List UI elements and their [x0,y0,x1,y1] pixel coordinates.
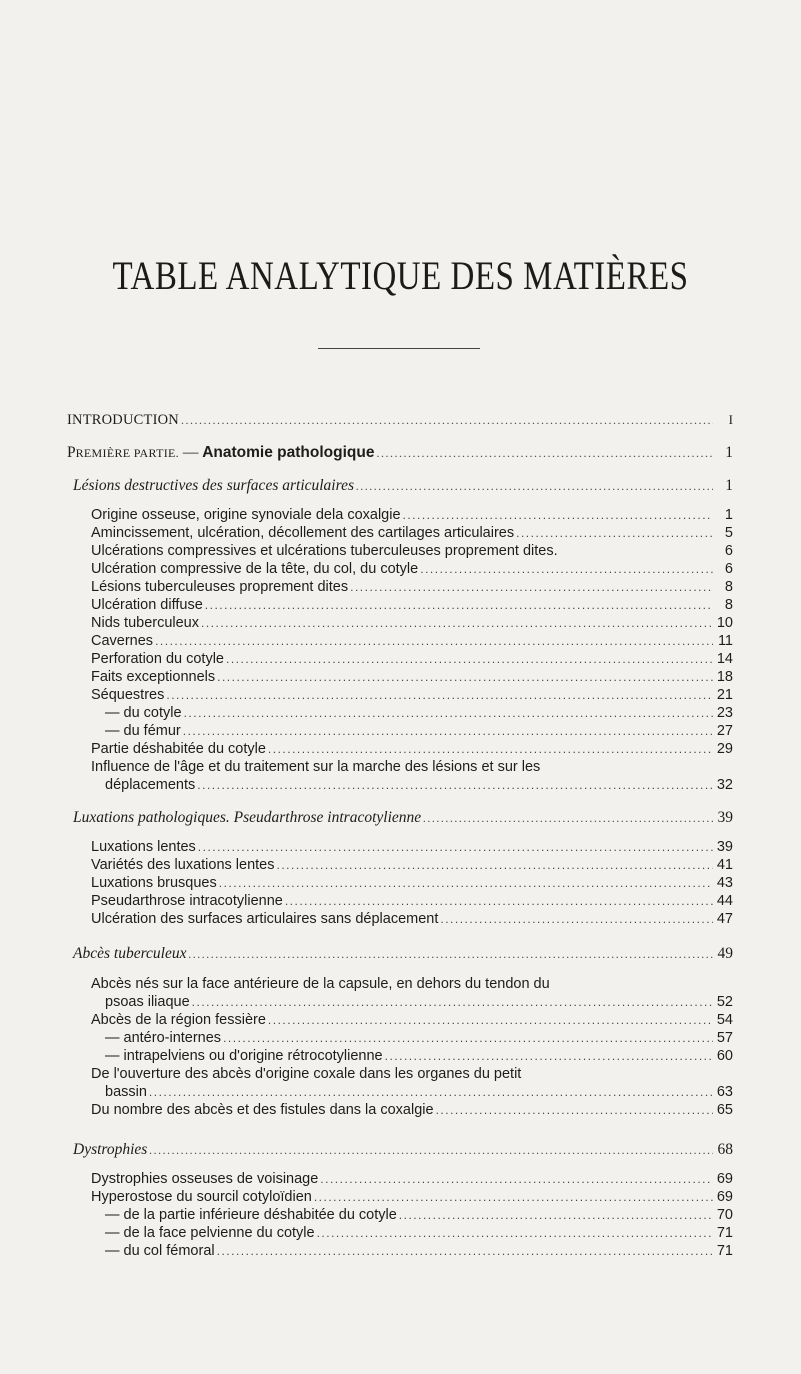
leader-dots [350,578,713,596]
toc-entry[interactable] [91,542,733,560]
toc-page: 27 [716,723,733,739]
toc-entry[interactable] [105,776,733,794]
toc-entry[interactable] [105,1047,733,1065]
toc-label: Variétés des luxations lentes [91,857,275,873]
toc-label: Du nombre des abcès et des fistules dans la coxalgie [91,1102,434,1118]
toc-label: Lésions tuberculeuses proprement dites [91,579,349,595]
leader-dots [277,856,713,874]
toc-page: 29 [716,741,733,757]
title-rule [318,348,480,349]
toc-page: 43 [716,875,733,891]
toc-label: — du col fémoral [105,1243,215,1259]
toc-page: 1 [724,507,733,523]
toc-label: Ulcérations compressives et ulcérations tuberculeuses proprement dites. [91,543,558,559]
leader-dots [268,740,713,758]
leader-dots [320,1170,713,1188]
toc-label: — du cotyle [105,705,182,721]
leader-dots [226,650,713,668]
toc-label: Lésions destructives des surfaces articulaires [73,477,354,494]
leader-dots [285,892,713,910]
toc-page: 21 [716,687,733,703]
toc-label [67,444,374,462]
toc-label: Pseudarthrose intracotylienne [91,893,283,909]
toc-page: 54 [716,1012,733,1028]
leader-dots [516,524,713,542]
toc-label: Abcès de la région fessière [91,1012,266,1028]
toc-page: 5 [724,525,733,541]
leader-dots [436,1101,713,1119]
toc-page: 65 [716,1102,733,1118]
toc-section-luxations[interactable] [73,809,733,827]
toc-entry[interactable] [91,524,733,542]
toc-page: 68 [717,1141,733,1158]
toc-label: Luxations lentes [91,839,196,855]
leader-dots [403,506,713,524]
toc-entry[interactable] [91,1011,733,1029]
toc-entry[interactable] [91,1101,733,1119]
toc-page: 71 [716,1225,733,1241]
toc-page: 57 [716,1030,733,1046]
toc-entry-continued[interactable]: Abcès nés sur la face antérieure de la capsule, en dehors du tendon du [91,976,550,992]
leader-dots [217,1242,713,1260]
toc-label: Dystrophies osseuses de voisinage [91,1171,319,1187]
leader-dots [183,722,713,740]
leader-dots [155,632,713,650]
toc-label: — de la face pelvienne du cotyle [105,1225,315,1241]
toc-entry[interactable] [91,668,733,686]
leader-dots [166,686,713,704]
toc-page: 44 [716,893,733,909]
toc-entry[interactable] [105,1206,733,1224]
leader-dots [188,945,713,963]
leader-dots [423,809,713,827]
toc-page: 18 [716,669,733,685]
toc-label: Nids tuberculeux [91,615,199,631]
leader-dots [356,477,713,495]
page-title: TABLE ANALYTIQUE DES MATIÈRES [112,255,689,299]
leader-dots [149,1083,713,1101]
toc-page: 11 [717,633,733,649]
toc-page: 23 [716,705,733,721]
toc-page: 49 [717,945,733,962]
toc-page: 69 [716,1189,733,1205]
leader-dots [149,1141,713,1159]
leader-dots [201,614,713,632]
toc-page: 14 [716,651,733,667]
toc-page: 1 [725,477,733,494]
toc-label: Faits exceptionnels [91,669,216,685]
toc-section-lesions[interactable] [73,477,733,495]
leader-dots [440,910,713,928]
toc-label: Cavernes [91,633,154,649]
leader-dots [219,874,713,892]
leader-dots [205,596,713,614]
toc-page: 60 [716,1048,733,1064]
toc-entry[interactable] [91,596,733,614]
toc-label: Abcès tuberculeux [73,945,187,962]
toc-label: Origine osseuse, origine synoviale dela coxalgie [91,507,401,523]
leader-dots [181,411,713,429]
toc-page: 10 [716,615,733,631]
toc-label: Luxations pathologiques. Pseudarthrose intracotylienne [73,809,422,826]
toc-entry[interactable] [91,614,733,632]
toc-label: — intrapelviens ou d'origine rétrocotylienne [105,1048,383,1064]
toc-label: Ulcération compressive de la tête, du col, du cotyle [91,561,419,577]
toc-entry[interactable] [91,632,733,650]
leader-dots [223,1029,713,1047]
toc-label: Ulcération des surfaces articulaires sans déplacement [91,911,439,927]
toc-label: Ulcération diffuse [91,597,203,613]
toc-page: 32 [716,777,733,793]
toc-entry[interactable] [91,560,733,578]
toc-entry[interactable] [91,686,733,704]
toc-page: 8 [724,579,733,595]
leader-dots [192,993,713,1011]
toc-entry[interactable] [91,874,733,892]
toc-page: 63 [716,1084,733,1100]
leader-dots [268,1011,713,1029]
toc-label: Partie déshabitée du cotyle [91,741,266,757]
toc-entry[interactable] [105,1083,733,1101]
toc-entry-continued[interactable]: Influence de l'âge et du traitement sur la marche des lésions et sur les [91,759,541,775]
toc-page: 69 [716,1171,733,1187]
toc-page: I [728,412,733,427]
toc-page: 41 [716,857,733,873]
toc-entry[interactable] [91,1170,733,1188]
toc-page: 71 [716,1243,733,1259]
toc-introduction[interactable] [67,411,733,429]
toc-label: — antéro-internes [105,1030,222,1046]
toc-label: psoas iliaque [105,994,190,1010]
leader-dots [399,1206,713,1224]
toc-section-dystrophies[interactable] [73,1141,733,1159]
leader-dots [420,560,713,578]
toc-entry-continued[interactable]: De l'ouverture des abcès d'origine coxale dans les organes du petit [91,1066,522,1082]
toc-entry[interactable] [91,650,733,668]
toc-entry[interactable] [105,722,733,740]
toc-page: 6 [724,561,733,577]
toc-label: Amincissement, ulcération, décollement des cartilages articulaires [91,525,515,541]
leader-dots [385,1047,713,1065]
toc-page: 39 [716,839,733,855]
toc-page: 52 [716,994,733,1010]
toc-entry[interactable] [105,1029,733,1047]
toc-page: 8 [724,597,733,613]
toc-entry[interactable] [91,856,733,874]
toc-partie[interactable] [67,444,733,462]
toc-label: Dystrophies [73,1141,148,1158]
toc-entry[interactable] [91,910,733,928]
partie-prefix: REMIÈRE PARTIE. [75,446,179,460]
partie-prefix-initial: P [67,444,76,461]
toc-page: 6 [724,543,733,559]
leader-dots [184,704,713,722]
toc-page: 1 [725,444,733,461]
toc-label: INTRODUCTION [67,412,179,428]
partie-dash: — [178,444,203,461]
toc-entry[interactable] [91,740,733,758]
toc-entry[interactable] [105,1224,733,1242]
toc-label: — du fémur [105,723,181,739]
leader-dots [197,776,713,794]
toc-entry[interactable] [91,892,733,910]
toc-entry[interactable] [91,506,733,524]
toc-page: 39 [717,809,733,826]
toc-entry[interactable] [105,993,733,1011]
toc-label: Hyperostose du sourcil cotyloïdien [91,1189,312,1205]
toc-label: Séquestres [91,687,165,703]
toc-entry[interactable] [105,1242,733,1260]
toc-page: 70 [716,1207,733,1223]
leader-dots [376,444,713,462]
toc-label: Luxations brusques [91,875,217,891]
toc-label: — de la partie inférieure déshabitée du cotyle [105,1207,397,1223]
toc-label: déplacements [105,777,196,793]
toc-entry[interactable] [91,578,733,596]
toc-label: bassin [105,1084,147,1100]
toc-entry[interactable] [91,1188,733,1206]
toc-page: 47 [716,911,733,927]
toc-label: Perforation du cotyle [91,651,224,667]
leader-dots [198,838,713,856]
toc-entry[interactable] [91,838,733,856]
partie-title: Anatomie pathologique [202,444,375,461]
leader-dots [217,668,713,686]
leader-dots [314,1188,713,1206]
leader-dots [317,1224,713,1242]
toc-entry[interactable] [105,704,733,722]
toc-section-abces[interactable] [73,945,733,963]
